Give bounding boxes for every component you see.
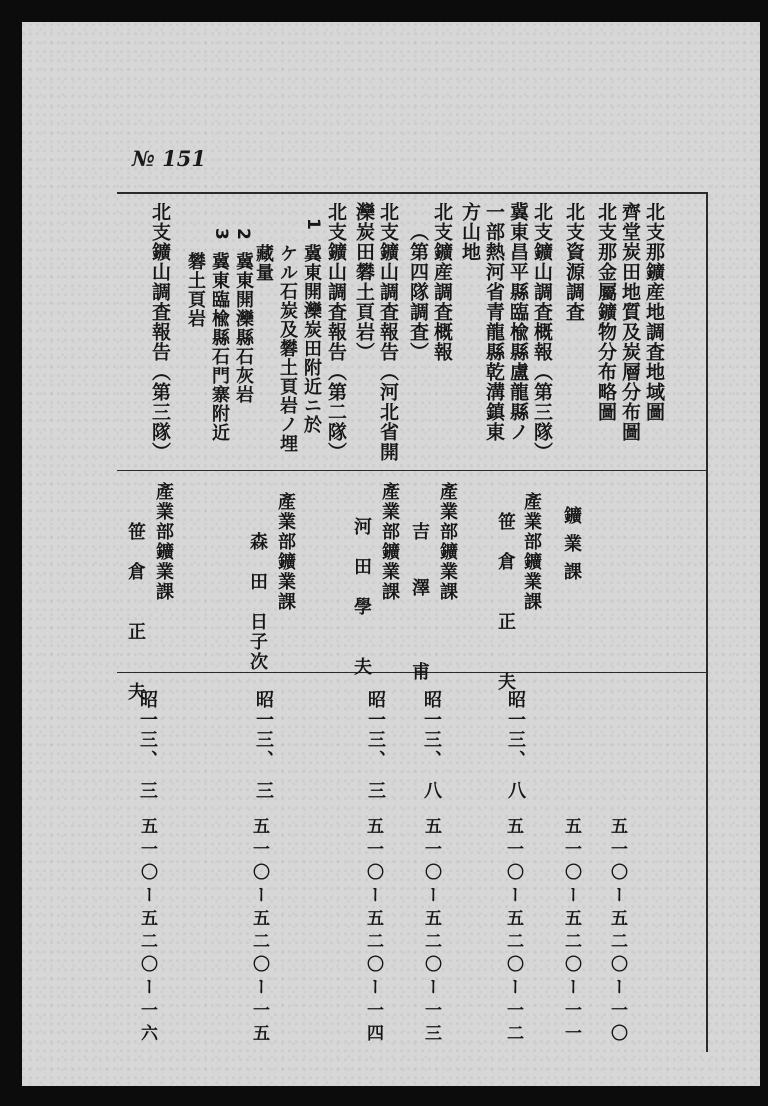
subitem-text-line: 藏量 (253, 244, 274, 282)
entry-title-line: 一部熱河省青龍縣乾溝鎮東 (483, 202, 505, 442)
entry-title-line: 北支鑛山調査概報（第三隊） (531, 202, 553, 462)
entry-code: 五一〇ー五二〇ー一三 (421, 817, 441, 1047)
table-top-rule (117, 192, 707, 194)
entry-date: 昭一三、 八 (421, 690, 442, 801)
entry-title-line: 北支那鑛産地調査地域圖 (643, 202, 665, 422)
subitem-number: 3 (211, 228, 231, 240)
entry-title-line: 北支鑛山調査報告（第三隊） (149, 202, 171, 462)
subitem-text-line: 礬土頁岩 (185, 252, 206, 328)
subitem-text-line: ケル石炭及礬土頁岩ノ埋 (277, 244, 298, 453)
entry-title-line: 北支鑛産調査概報 (431, 202, 453, 362)
entry-code: 五一〇ー五二〇ー一六 (137, 817, 157, 1047)
entry-author-name: 河 田 學 夫 (351, 517, 372, 677)
entry-title-line: 北支那金屬鑛物分布略圖 (595, 202, 617, 422)
entry-date: 昭一三、 三 (253, 690, 274, 801)
entry-code: 五一〇ー五二〇ー一五 (249, 817, 269, 1047)
page-number: № 151 (132, 146, 206, 171)
subitem-number: 2 (233, 228, 253, 240)
entry-author-dept: 產業部鑛業課 (437, 482, 458, 602)
subitem-text-line: 冀東臨楡縣石門寨附近 (209, 252, 230, 442)
entry-author-dept: 產業部鑛業課 (379, 482, 400, 602)
entry-author-name: 笹 倉 正 夫 (495, 512, 516, 692)
entry-title-line: 灤炭田礬土頁岩） (353, 202, 375, 362)
subitem-text-line: 冀東開灤縣石灰岩 (233, 252, 254, 404)
table-right-rule (706, 192, 708, 1052)
entry-title-line: 北支鑛山調査報告（第二隊） (325, 202, 347, 462)
entry-date: 昭一三、 三 (365, 690, 386, 801)
entry-title-line: 冀東昌平縣臨楡縣盧龍縣ノ (507, 202, 529, 442)
entry-author-dept: 產業部鑛業課 (521, 492, 542, 612)
entry-date: 昭一三、 八 (505, 690, 526, 801)
entry-code: 五一〇ー五二〇ー一二 (503, 817, 523, 1047)
subitem-text-line: 冀東開灤炭田附近ニ於 (301, 244, 322, 434)
entry-title-line: 方山地 (459, 202, 481, 262)
entry-date: 昭一三、 三 (137, 690, 158, 801)
entry-code: 五一〇ー五二〇ー一〇 (607, 817, 627, 1047)
entry-author-dept: 鑛業課 (561, 506, 582, 590)
entry-title-line: 北支鑛山調査報告（河北省開 (377, 202, 399, 462)
table-divider-title (117, 470, 707, 471)
entry-author-dept: 產業部鑛業課 (275, 492, 296, 612)
entry-title-line: 北支資源調査 (563, 202, 585, 322)
entry-author-name: 吉 澤 甫 (409, 522, 430, 690)
entry-title-line: 齊堂炭田地質及炭層分布圖 (619, 202, 641, 442)
document-page (22, 22, 760, 1086)
entry-code: 五一〇ー五二〇ー一四 (363, 817, 383, 1047)
entry-author-name: 森 田 日子次 (247, 532, 268, 672)
entry-code: 五一〇ー五二〇ー一一 (561, 817, 581, 1047)
entry-author-dept: 產業部鑛業課 (153, 482, 174, 602)
entry-author-name: 笹 倉 正 夫 (125, 522, 146, 702)
entry-title-line: （第四隊調査） (407, 222, 429, 362)
subitem-number: 1 (303, 218, 323, 230)
